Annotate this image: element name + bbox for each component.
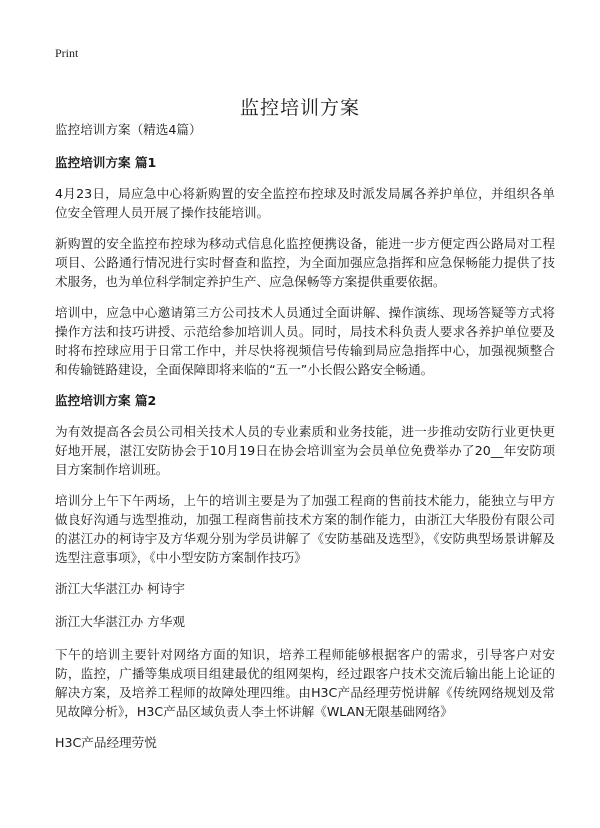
section-heading-2: 监控培训方案 篇2 — [55, 393, 157, 408]
paragraph: 培训分上午下午两场，上午的培训主要是为了加强工程商的售前技术能力，能独立与甲方做良好沟通与选型推动，加强工程商售前技术方案的制作能力，由浙江大华股份有限公司的湛江办的柯诗宇及方华观分别为学员讲解了《安防基础及选型》，《安防典型场景讲解及选型注意事项》，《中小型安防方案制作技巧》 — [55, 493, 555, 565]
paragraph: H3C产品经理劳悦 — [55, 735, 157, 750]
section-heading-1: 监控培训方案 篇1 — [55, 155, 157, 170]
paragraph: 为有效提高各会员公司相关技术人员的专业素质和业务技能，进一步推动安防行业更快更好地开展，湛江安防协会于10月19日在协会培训室为会员单位免费举办了20__年安防项目方案制作培训班。 — [55, 424, 555, 477]
page-title: 监控培训方案 — [239, 96, 360, 119]
document-subtitle: 监控培训方案（精选4篇） — [55, 122, 202, 137]
paragraph: 下午的培训主要针对网络方面的知识，培养工程师能够根据客户的需求，引导客户对安防，监控，广播等集成项目组建最优的组网架构，经过跟客户技术交流后输出能上论证的解决方案，及培养工程师的故障处理四维。由H3C产品经理劳悦讲解《传统网络规划及常见故障分析》，H3C产品区域负责人李土怀讲解《WLAN无限基础网络》 — [55, 647, 555, 719]
paragraph: 浙江大华湛江办 方华观 — [55, 614, 185, 629]
print-label[interactable]: Print — [55, 46, 79, 60]
document-body — [55, 120, 555, 764]
paragraph: 浙江大华湛江办 柯诗宇 — [55, 581, 185, 596]
paragraph: 4月23日，局应急中心将新购置的安全监控布控球及时派发局属各养护单位，并组织各单位安全管理人员开展了操作技能培训。 — [55, 186, 555, 220]
paragraph: 新购置的安全监控布控球为移动式信息化监控便携设备，能进一步方便定西公路局对工程项目、公路通行情况进行实时督查和监控，为全面加强应急指挥和应急保畅能力提供了技术服务，也为单位科学制定养护生产、应急保畅等方案提供重要依据。 — [55, 236, 555, 289]
paragraph: 培训中，应急中心邀请第三方公司技术人员通过全面讲解、操作演练、现场答疑等方式将操作方法和技巧讲授、示范给参加培训人员。同时，局技术科负责人要求各养护单位要及时将布控球应用于日常工作中，并尽快将视频信号传输到局应急指挥中心，加强视频整合和传输链路建设，全面保障即将来临的“五一”小长假公路安全畅通。 — [55, 305, 555, 377]
